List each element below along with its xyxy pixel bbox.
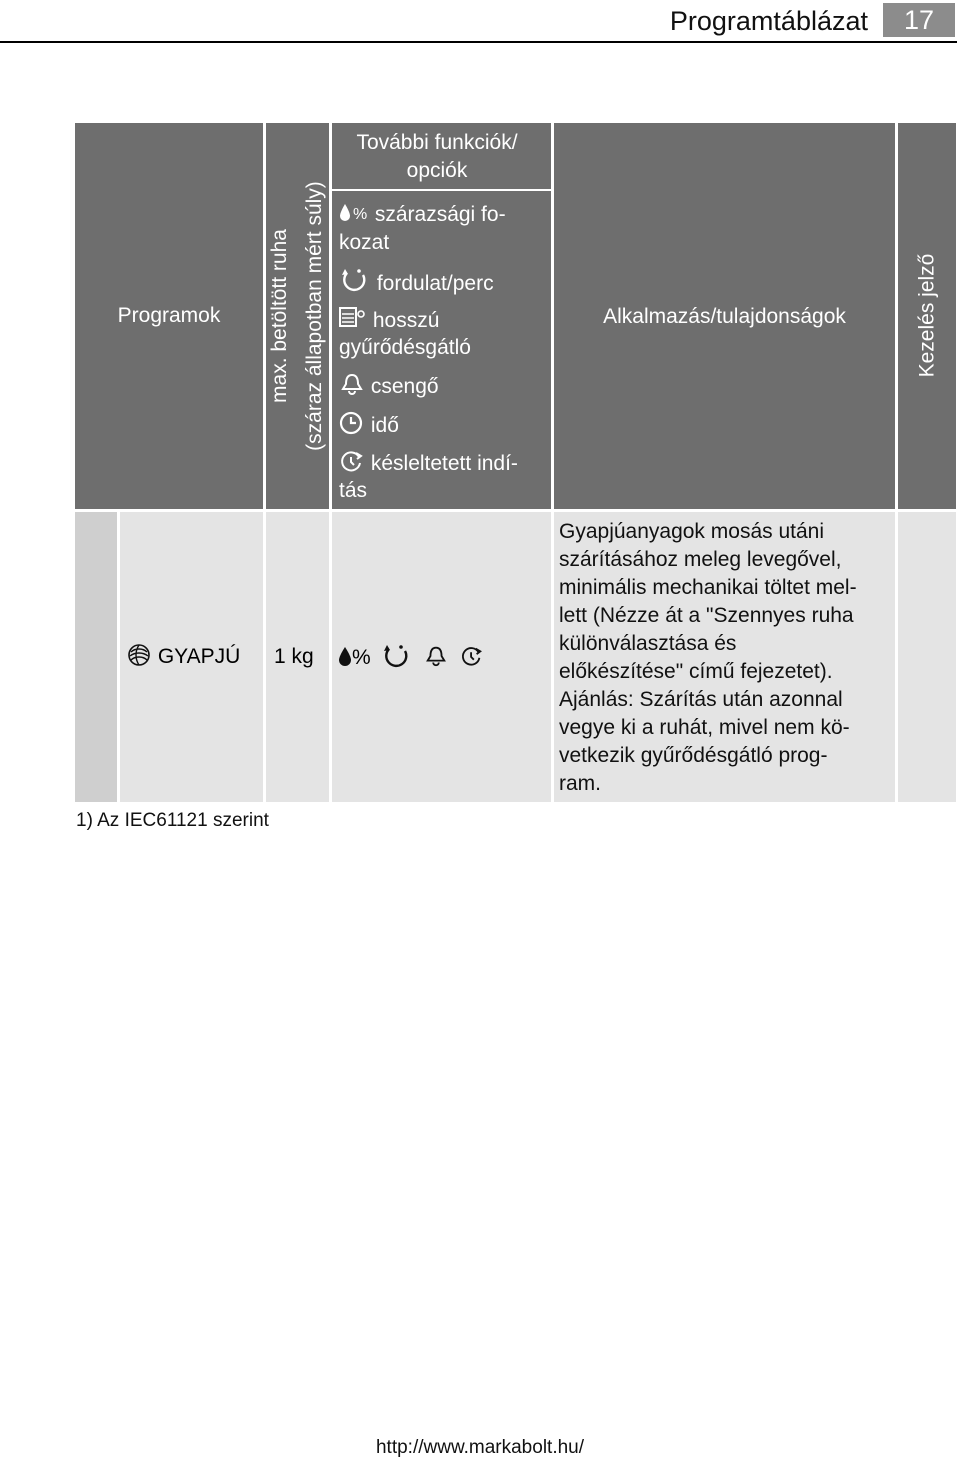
option-buzzer-label: csengő [370, 375, 439, 398]
header-max-load [262, 123, 332, 509]
description-line: különválasztása és [559, 632, 737, 655]
time-icon [339, 414, 365, 437]
header-application-cell [554, 123, 895, 509]
dryness-level-icon [338, 646, 352, 669]
description-line: minimális mechanikai töltet mel- [559, 576, 857, 599]
description-line: lett (Nézze át a "Szennyes ruha [559, 604, 854, 627]
option-time [339, 411, 399, 440]
load-value: 1 kg [274, 645, 314, 668]
option-delay-start [339, 449, 518, 478]
header-divider [0, 41, 957, 43]
option-dryness-cont [339, 229, 389, 257]
footer-url: http://www.markabolt.hu/ [375, 1437, 585, 1458]
header-functions-title-cell [332, 123, 551, 189]
delay-start-icon [339, 452, 365, 475]
footnote: 1) Az IEC61121 szerint [76, 810, 269, 831]
description-line: előkészítése" című fejezetet). [559, 660, 833, 683]
buzzer-icon [339, 375, 365, 398]
header-max-load-line2: (száraz állapotban mért súly) [303, 181, 326, 451]
header-care-label-cell [898, 123, 956, 509]
option-delay-start-cont [339, 477, 367, 505]
program-name [126, 643, 240, 671]
program-description [559, 518, 893, 798]
header-programs-cell [75, 123, 263, 509]
delay-start-icon [460, 646, 484, 669]
option-spin [339, 267, 494, 298]
header-functions-title: További funkciók/ opciók [356, 131, 518, 182]
option-time-label: idő [370, 414, 399, 437]
header-application: Alkalmazás/tulajdonságok [603, 305, 846, 328]
header-programs: Programok [117, 304, 221, 327]
row-options [338, 643, 484, 672]
buzzer-icon [424, 646, 448, 669]
option-anti-crease-cont [339, 334, 471, 362]
option-anti-crease-label-cont: gyűrődésgátló [339, 336, 471, 359]
description-line: Gyapjúanyagok mosás utáni [559, 520, 824, 543]
description-line: ram. [559, 772, 601, 795]
page-header-title: Programtáblázat [669, 6, 868, 36]
option-dryness-label: szárazsági fo- [374, 203, 506, 226]
option-delay-start-label: késleltetett indí- [370, 452, 518, 475]
option-dryness-label-cont: kozat [339, 231, 390, 254]
options-cell [332, 512, 551, 802]
header-max-load-line1: max. betöltött ruha [268, 229, 291, 403]
description-cell [554, 512, 895, 802]
row-marker-cell [75, 512, 117, 802]
spin-speed-icon [381, 646, 413, 669]
load-cell [266, 512, 329, 802]
description-line: vetkezik gyűrődésgátló prog- [559, 744, 828, 767]
dryness-level-icon [339, 203, 369, 226]
option-buzzer [339, 372, 439, 401]
program-name-cell [120, 512, 263, 802]
option-anti-crease [339, 306, 439, 335]
description-line: vegye ki a ruhát, mivel nem kö- [559, 716, 850, 739]
wool-icon [126, 645, 152, 668]
spin-speed-icon [339, 272, 371, 295]
description-line: Ajánlás: Szárítás után azonnal [559, 688, 843, 711]
option-anti-crease-label: hosszú [372, 309, 440, 332]
description-line: szárításához meleg levegővel, [559, 548, 842, 571]
option-delay-start-label-cont: tás [339, 479, 368, 502]
care-label-cell [898, 512, 956, 802]
option-percent: % [352, 646, 371, 669]
header-care-label: Kezelés jelző [915, 253, 939, 378]
program-name-text: GYAPJÚ [157, 645, 241, 668]
option-dryness [339, 201, 506, 229]
page-number: 17 [883, 3, 955, 37]
anti-crease-icon [339, 309, 367, 332]
svg-text:%: % [353, 206, 368, 223]
header-max-load-cell [266, 123, 329, 509]
option-spin-label: fordulat/perc [376, 272, 494, 295]
